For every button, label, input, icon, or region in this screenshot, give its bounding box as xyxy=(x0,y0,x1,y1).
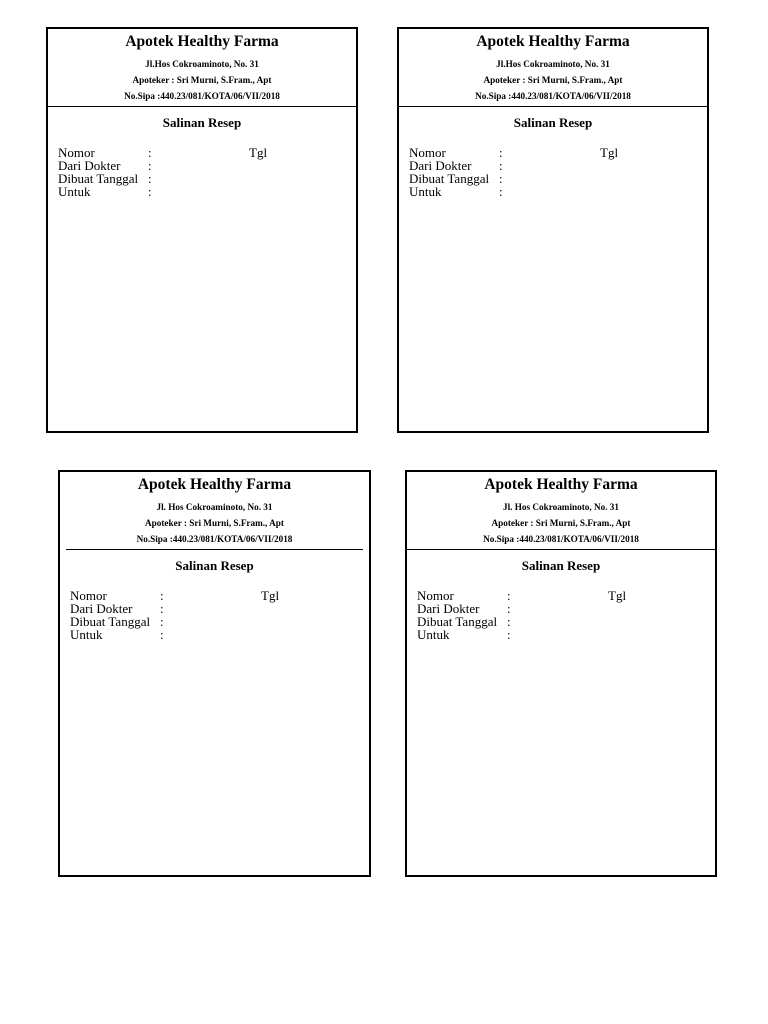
field-row-untuk xyxy=(58,185,356,198)
pharmacy-header xyxy=(60,472,369,547)
header-divider xyxy=(399,106,707,107)
field-list xyxy=(60,589,369,641)
pharmacy-name: Apotek Healthy Farma xyxy=(137,476,292,493)
sipa-number: No.Sipa :440.23/081/KOTA/06/VII/2018 xyxy=(483,534,639,544)
sipa-number: No.Sipa :440.23/081/KOTA/06/VII/2018 xyxy=(124,91,280,101)
field-colon: : xyxy=(148,145,152,160)
field-label-untuk: Untuk xyxy=(409,184,442,199)
tgl-label: Tgl xyxy=(600,145,619,160)
field-row-untuk xyxy=(409,185,707,198)
pharmacy-address: Jl.Hos Cokroaminoto, No. 31 xyxy=(145,59,259,69)
field-list xyxy=(399,146,707,198)
section-title: Salinan Resep xyxy=(175,558,254,573)
field-label-dari-dokter: Dari Dokter xyxy=(58,158,121,173)
section-title: Salinan Resep xyxy=(513,115,593,130)
field-label-untuk: Untuk xyxy=(70,627,103,642)
tgl-label: Tgl xyxy=(261,588,280,603)
prescription-copy-card-4 xyxy=(405,470,717,877)
field-colon: : xyxy=(507,627,511,642)
field-colon: : xyxy=(499,171,503,186)
pharmacy-address: Jl. Hos Cokroaminoto, No. 31 xyxy=(156,502,273,512)
field-colon: : xyxy=(148,171,152,186)
field-colon: : xyxy=(507,601,511,616)
field-row-dibuat-tanggal xyxy=(417,615,715,628)
pharmacy-header xyxy=(48,29,356,104)
pharmacy-header xyxy=(399,29,707,104)
field-label-dari-dokter: Dari Dokter xyxy=(409,158,472,173)
field-label-nomor: Nomor xyxy=(417,588,454,603)
pharmacy-name: Apotek Healthy Farma xyxy=(125,33,279,50)
field-colon: : xyxy=(148,184,152,199)
field-row-dibuat-tanggal xyxy=(70,615,369,628)
field-row-untuk xyxy=(417,628,715,641)
header-divider xyxy=(407,549,715,550)
sipa-number: No.Sipa :440.23/081/KOTA/06/VII/2018 xyxy=(475,91,631,101)
pharmacist-name: Apoteker : Sri Murni, S.Fram., Apt xyxy=(132,75,272,85)
field-label-untuk: Untuk xyxy=(417,627,450,642)
sipa-number: No.Sipa :440.23/081/KOTA/06/VII/2018 xyxy=(136,534,293,544)
field-label-dibuat-tanggal: Dibuat Tanggal xyxy=(409,171,490,186)
field-label-dibuat-tanggal: Dibuat Tanggal xyxy=(70,614,151,629)
prescription-copy-card-3 xyxy=(58,470,371,877)
field-colon: : xyxy=(507,614,511,629)
field-label-dibuat-tanggal: Dibuat Tanggal xyxy=(58,171,139,186)
field-label-untuk: Untuk xyxy=(58,184,91,199)
pharmacy-address: Jl. Hos Cokroaminoto, No. 31 xyxy=(503,502,619,512)
field-colon: : xyxy=(160,588,164,603)
pharmacist-name: Apoteker : Sri Murni, S.Fram., Apt xyxy=(491,518,631,528)
field-label-nomor: Nomor xyxy=(70,588,107,603)
field-label-dari-dokter: Dari Dokter xyxy=(417,601,480,616)
field-colon: : xyxy=(148,158,152,173)
field-colon: : xyxy=(507,588,511,603)
pharmacist-name: Apoteker : Sri Murni, S.Fram., Apt xyxy=(145,518,284,528)
section-title: Salinan Resep xyxy=(521,558,601,573)
field-colon: : xyxy=(499,145,503,160)
field-colon: : xyxy=(499,158,503,173)
field-row-untuk xyxy=(70,628,369,641)
field-label-nomor: Nomor xyxy=(58,145,95,160)
header-divider xyxy=(48,106,356,107)
field-label-dibuat-tanggal: Dibuat Tanggal xyxy=(417,614,498,629)
prescription-copy-card-1 xyxy=(46,27,358,433)
field-row-dibuat-tanggal xyxy=(409,172,707,185)
field-label-nomor: Nomor xyxy=(409,145,446,160)
field-label-dari-dokter: Dari Dokter xyxy=(70,601,133,616)
pharmacy-header xyxy=(407,472,715,547)
pharmacist-name: Apoteker : Sri Murni, S.Fram., Apt xyxy=(483,75,623,85)
field-list xyxy=(48,146,356,198)
header-divider xyxy=(66,549,363,550)
prescription-copy-card-2 xyxy=(397,27,709,433)
pharmacy-name: Apotek Healthy Farma xyxy=(476,33,630,50)
tgl-label: Tgl xyxy=(608,588,627,603)
section-title: Salinan Resep xyxy=(162,115,242,130)
field-colon: : xyxy=(160,601,164,616)
field-list xyxy=(407,589,715,641)
field-colon: : xyxy=(499,184,503,199)
tgl-label: Tgl xyxy=(249,145,268,160)
pharmacy-name: Apotek Healthy Farma xyxy=(484,476,638,493)
field-row-dibuat-tanggal xyxy=(58,172,356,185)
field-colon: : xyxy=(160,614,164,629)
field-colon: : xyxy=(160,627,164,642)
pharmacy-address: Jl.Hos Cokroaminoto, No. 31 xyxy=(496,59,610,69)
